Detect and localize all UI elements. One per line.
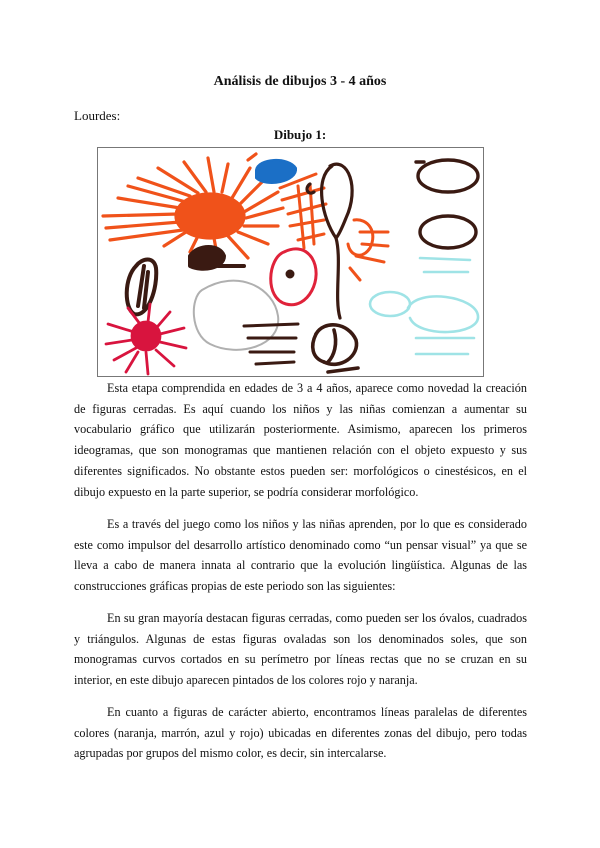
- paragraph-3: En su gran mayoría destacan figuras cerradas, como pueden ser los óvalos, cuadrados y triángulos. Algunas de estas figuras ovaladas son los denominados soles, que son monogramas curvos cortados en su perímetro por líneas rectas que no se cruzan en su interior, en este dibujo aparecen pintados de los colores rojo y naranja.: [74, 611, 527, 688]
- blue-blob: [256, 160, 296, 183]
- figure-caption: Dibujo 1:: [273, 127, 327, 142]
- cyan-shapes: [370, 258, 478, 354]
- document-title: Análisis de dibujos 3 - 4 años: [213, 74, 387, 89]
- author-label: Lourdes:: [74, 108, 121, 123]
- red-sun: [106, 304, 186, 374]
- child-drawing-image: [97, 147, 484, 377]
- brown-loops: [313, 325, 358, 372]
- paragraph-4: En cuanto a figuras de carácter abierto, encontramos líneas paralelas de diferentes colores (naranja, marrón, azul y rojo) ubicadas en diferentes zonas del dibujo, pero todas agrupadas por grupos del mismo color, es decir, sin intercalarse.: [74, 705, 527, 761]
- paragraph-2: Es a través del juego como los niños y las niñas aprenden, por lo que es considerado este como impulsor del desarrollo artístico denominado como “un pensar visual” ya que se lleva a cabo de manera innata al contrario que la evolución lingüística. Algunas de las construcciones gráficas propias de este periodo son las siguientes:: [74, 517, 527, 594]
- brown-ovals: [416, 160, 478, 248]
- paragraph-1: Esta etapa comprendida en edades de 3 a 4 años, aparece como novedad la creación de figuras cerradas. Es aquí cuando los niños y las niñas comienzan a aumentar su vocabulario gráfico que utilizarán posteriormente. Asimismo, aparecen los primeros ideogramas, que son monogramas que mantienen relación con el objeto expuesto y sus diferentes significados. No obstante estos pueden ser: morfológicos o cinestésicos, en el dibujo expuesto en la parte superior, se podría considerar morfológico.: [74, 381, 527, 499]
- red-circle: [271, 249, 316, 305]
- child-drawing: [98, 148, 483, 376]
